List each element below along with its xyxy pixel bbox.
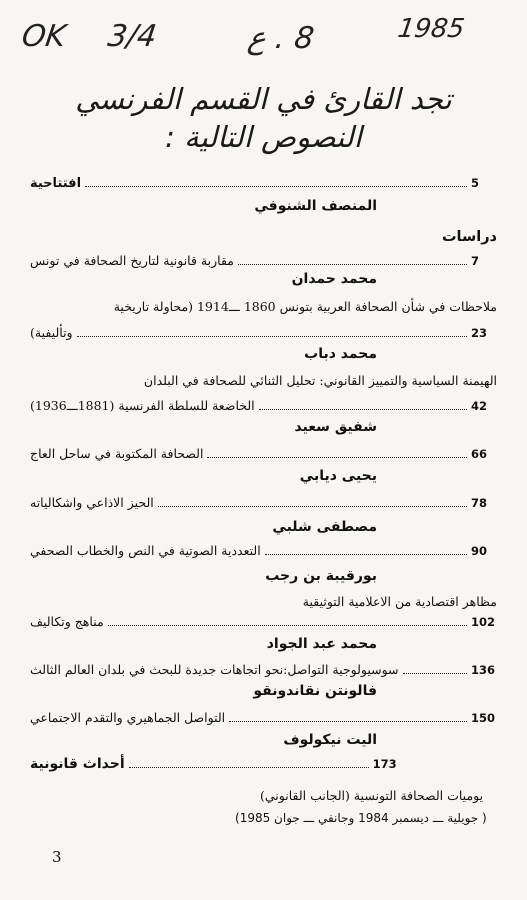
- toc-author: محمد حمدان: [291, 271, 377, 287]
- legal-subtitle-line-2: ( جويلية ـــ ديسمبر 1984 وجانفي ـــ جوان 1985): [235, 811, 487, 825]
- toc-entry: [30, 662, 497, 677]
- dot-leader: [207, 457, 467, 458]
- toc-entry: [30, 543, 497, 558]
- toc-entry-title: التعددية الصوتية في النص والخطاب الصحفي: [30, 543, 261, 558]
- handwritten-year: 1985: [395, 14, 467, 44]
- toc-entry-title: سوسيولوجية التواصل:نحو اتجاهات جديدة للبحث في بلدان العالم الثالث: [30, 662, 399, 677]
- dot-leader: [229, 721, 467, 722]
- toc-author: شفيق سعيد: [294, 419, 377, 435]
- toc-entry: [30, 398, 497, 413]
- handwritten-date: 8 . ع: [245, 21, 317, 56]
- toc-entry-title: مناهج وتكاليف: [30, 614, 104, 629]
- heading-line-2: النصوص التالية :: [165, 120, 362, 154]
- dot-leader: [238, 264, 467, 265]
- handwritten-fraction: 3/4: [105, 19, 159, 54]
- dot-leader: [108, 625, 467, 626]
- toc-page-number: 7: [471, 254, 480, 268]
- toc-entry: [30, 446, 497, 461]
- toc-entry: [30, 495, 497, 510]
- toc-page-number: 66: [471, 447, 488, 461]
- dot-leader: [129, 767, 369, 768]
- toc-entry-title: افتتاحية: [30, 176, 82, 191]
- page-number: 3: [52, 848, 62, 866]
- toc-author: بورقيبة بن رجب: [265, 568, 377, 584]
- toc-entry-title: الخاضعة للسلطة الفرنسية (1881ـــ1936): [30, 398, 255, 413]
- toc-page-number: 78: [471, 496, 488, 510]
- toc-author: محمد دباب: [304, 346, 377, 362]
- legal-subtitle-line-1: يوميات الصحافة التونسية (الجانب القانوني): [260, 788, 484, 803]
- toc-entry-title: أحداث قانونية: [30, 756, 125, 772]
- section-title-studies: دراسات: [441, 229, 497, 245]
- dot-leader: [77, 336, 467, 337]
- toc-author: اليت نيكولوف: [283, 732, 377, 748]
- dot-leader: [403, 673, 467, 674]
- toc-entry-title-line: مظاهر اقتصادية من الاعلامية التوثيقية: [302, 594, 497, 609]
- toc-author: المنصف الشنوفي: [254, 198, 377, 214]
- toc-entry: [30, 710, 497, 725]
- toc-entry-legal: [30, 756, 497, 772]
- toc-author: فالونتن نقاندونقو: [253, 683, 377, 699]
- toc-page-number: 90: [471, 544, 488, 558]
- toc-entry-title-line: ملاحظات في شأن الصحافة العربية بتونس 1860 ـــ1914 (محاولة تاريخية: [113, 299, 497, 314]
- toc-author: يحيى ديابي: [299, 468, 377, 484]
- toc-entry-title: وتأليفية): [30, 325, 73, 340]
- toc-entry-opening: [30, 176, 497, 191]
- toc-entry: [30, 325, 497, 340]
- dot-leader: [259, 409, 467, 410]
- toc-page-number: 173: [372, 757, 397, 771]
- toc-entry-title-line: الهيمنة السياسية والتمييز القانوني: تحليل الثنائي للصحافة في البلدان: [143, 373, 497, 388]
- toc-page-number: 5: [471, 176, 480, 190]
- toc-page-number: 42: [471, 399, 488, 413]
- toc-entry-title: الحيز الاذاعي واشكالياته: [30, 495, 154, 510]
- dot-leader: [265, 554, 467, 555]
- toc-page-number: 102: [471, 615, 496, 629]
- toc-entry-title: التواصل الجماهيري والتقدم الاجتماعي: [30, 710, 226, 725]
- toc-author: مصطفى شلبي: [272, 519, 377, 535]
- toc-page-number: 150: [471, 711, 496, 725]
- dot-leader: [85, 186, 467, 187]
- handwritten-ok: OK: [19, 19, 68, 54]
- toc-author: محمد عبد الجواد: [266, 636, 377, 652]
- toc-entry-title: مقاربة قانونية لتاريخ الصحافة في تونس: [30, 253, 234, 268]
- toc-entry: [30, 253, 497, 268]
- toc-page-number: 136: [471, 663, 496, 677]
- toc-entry-title: الصحافة المكتوبة في ساحل العاج: [30, 446, 204, 461]
- heading-line-1: تجد القارئ في القسم الفرنسي: [75, 82, 452, 116]
- dot-leader: [158, 506, 467, 507]
- toc-page-number: 23: [471, 326, 488, 340]
- toc-entry: [30, 614, 497, 629]
